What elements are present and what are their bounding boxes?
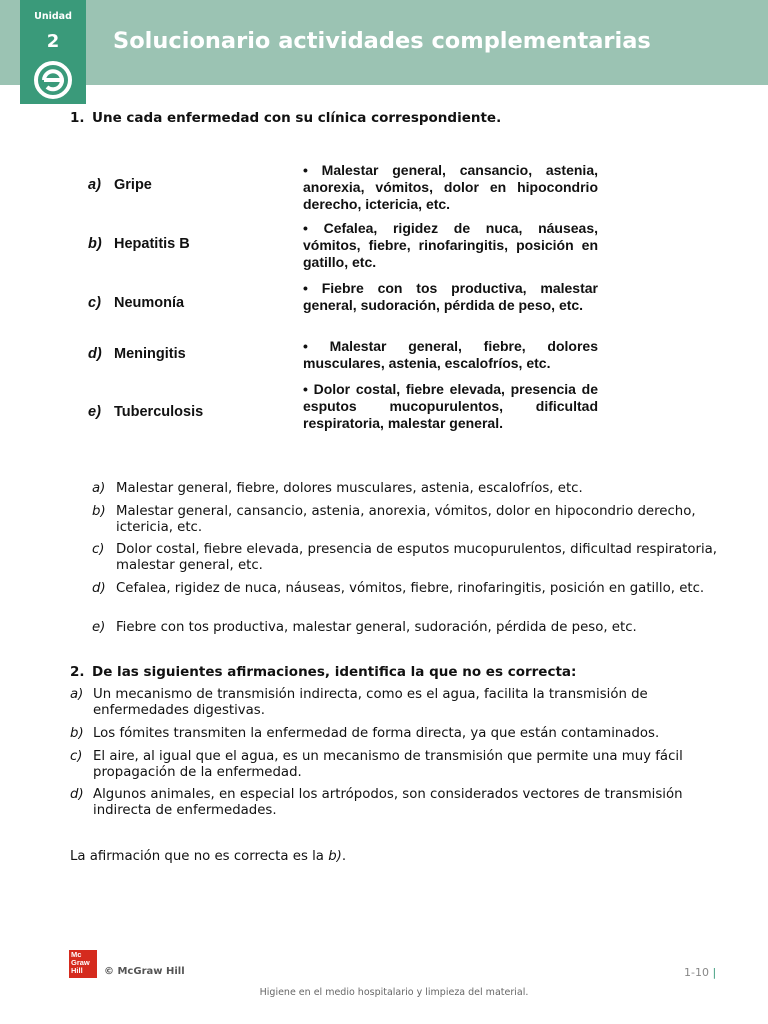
answer-item <box>92 542 722 574</box>
disease-letter: c) <box>88 295 101 311</box>
copyright: © McGraw Hill <box>104 966 185 977</box>
option-item <box>70 687 730 719</box>
question-1-heading <box>70 110 501 126</box>
unit-number: 2 <box>46 31 60 52</box>
option-letter: c) <box>70 749 83 764</box>
question-2-heading <box>70 664 576 680</box>
disease-letter: e) <box>88 404 101 420</box>
answer-text: Malestar general, cansancio, astenia, anorexia, vómitos, dolor en hipocondrio derecho, ictericia, etc. <box>116 504 696 535</box>
option-letter: b) <box>70 726 84 741</box>
symptom-item: • Malestar general, fiebre, dolores musculares, astenia, escalofríos, etc. <box>303 338 598 371</box>
symptom-item: • Cefalea, rigidez de nuca, náuseas, vómitos, fiebre, rinofaringitis, posición en gatillo, etc. <box>303 220 598 270</box>
disease-letter: d) <box>88 346 102 362</box>
option-text: El aire, al igual que el agua, es un mecanismo de transmisión que permite una muy fácil propagación de la enfermedad. <box>93 749 683 780</box>
disease-item <box>88 404 203 420</box>
disease-name: Neumonía <box>114 295 185 311</box>
page-title: Solucionario actividades complementarias <box>113 28 651 54</box>
conclusion <box>70 849 346 864</box>
option-letter: d) <box>70 787 84 802</box>
question-2-number: 2. <box>70 664 85 680</box>
answer-letter: c) <box>92 542 105 557</box>
answer-letter: b) <box>92 504 106 519</box>
answer-item <box>92 581 722 597</box>
option-item <box>70 787 730 819</box>
answer-text: Dolor costal, fiebre elevada, presencia de esputos mucopurulentos, dificultad respiratoria, malestar general, etc. <box>116 542 718 573</box>
page-number-text: 1-10 <box>684 966 709 979</box>
unit-label: Unidad <box>34 11 72 22</box>
page-number <box>684 966 716 979</box>
disease-item <box>88 177 152 193</box>
question-1-text: Une cada enfermedad con su clínica correspondiente. <box>92 110 502 126</box>
conclusion-prefix: La afirmación que no es correcta es la <box>70 849 329 864</box>
answer-item <box>92 504 722 536</box>
answer-text: Cefalea, rigidez de nuca, náuseas, vómitos, fiebre, rinofaringitis, posición en gatillo, etc. <box>116 581 705 596</box>
option-item <box>70 749 730 781</box>
page-bar: | <box>712 966 717 979</box>
conclusion-suffix: . <box>341 849 347 864</box>
answer-letter: d) <box>92 581 106 596</box>
disease-item <box>88 236 190 252</box>
disease-name: Hepatitis B <box>114 236 190 252</box>
disease-letter: b) <box>88 236 102 252</box>
footer-subtitle: Higiene en el medio hospitalario y limpieza del material. <box>259 987 529 998</box>
answer-text: Malestar general, fiebre, dolores musculares, astenia, escalofríos, etc. <box>116 481 583 496</box>
mcgraw-hill-logo: Mc Graw Hill <box>69 950 97 978</box>
answer-letter: e) <box>92 620 106 635</box>
e-circle-logo-icon <box>33 60 73 100</box>
option-text: Un mecanismo de transmisión indirecta, como es el agua, facilita la transmisión de enfermedades digestivas. <box>93 687 648 718</box>
disease-item <box>88 295 184 311</box>
disease-name: Meningitis <box>114 346 186 362</box>
answer-text: Fiebre con tos productiva, malestar general, sudoración, pérdida de peso, etc. <box>116 620 637 635</box>
disease-letter: a) <box>88 177 101 193</box>
answer-item <box>92 481 722 497</box>
disease-name: Tuberculosis <box>114 404 204 420</box>
answer-item <box>92 620 722 636</box>
disease-name: Gripe <box>114 177 152 193</box>
answer-letter: a) <box>92 481 106 496</box>
question-1-number: 1. <box>70 110 85 126</box>
conclusion-answer: b) <box>328 849 342 864</box>
disease-item <box>88 346 186 362</box>
option-text: Algunos animales, en especial los artrópodos, son considerados vectores de transmisión indirecta de enfermedades. <box>93 787 683 818</box>
unit-badge <box>20 0 86 104</box>
symptom-item: • Fiebre con tos productiva, malestar general, sudoración, pérdida de peso, etc. <box>303 280 598 313</box>
symptom-item: • Dolor costal, fiebre elevada, presencia de esputos mucopurulentos, dificultad respiratoria, malestar general. <box>303 381 598 431</box>
question-2-text: De las siguientes afirmaciones, identifica la que no es correcta: <box>92 664 577 680</box>
option-text: Los fómites transmiten la enfermedad de forma directa, ya que están contaminados. <box>93 726 660 741</box>
option-item <box>70 726 730 742</box>
symptom-item: • Malestar general, cansancio, astenia, anorexia, vómitos, dolor en hipocondrio derecho, ictericia, etc. <box>303 162 598 212</box>
option-letter: a) <box>70 687 84 702</box>
